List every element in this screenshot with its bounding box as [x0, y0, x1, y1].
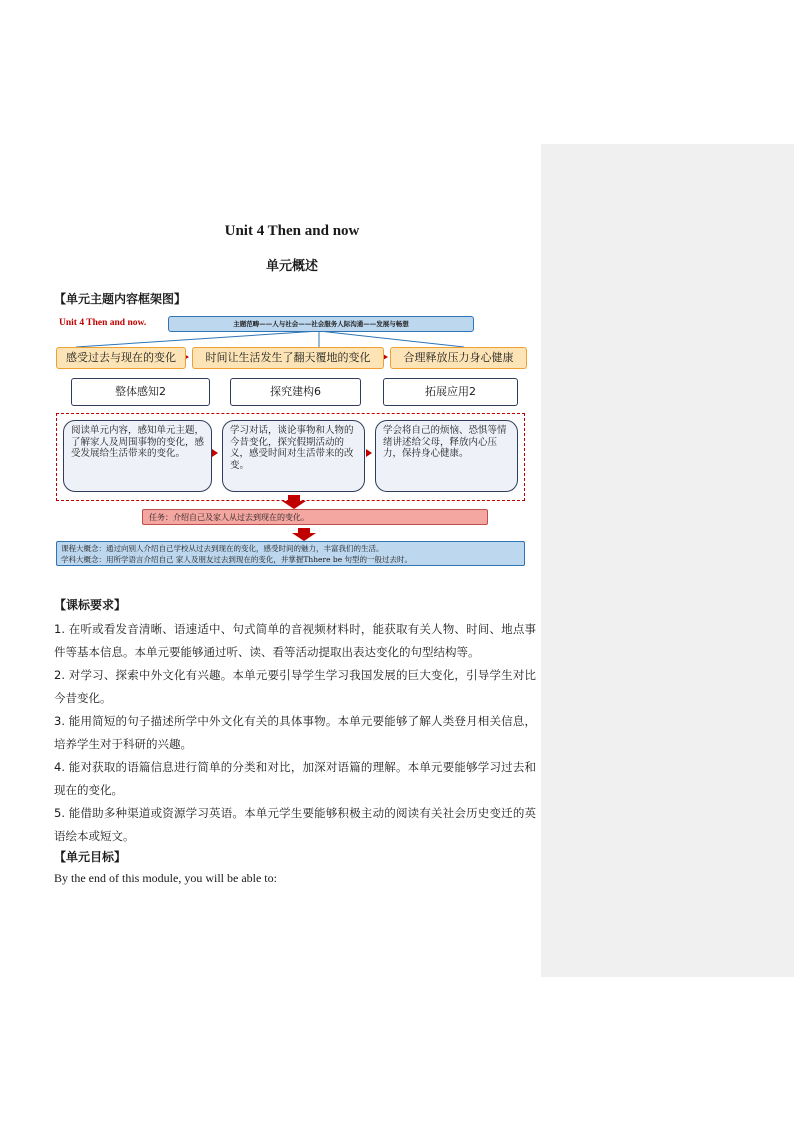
- diagram-unit-label: Unit 4 Then and now.: [59, 318, 147, 328]
- connector-topic-1: [76, 331, 319, 347]
- diagram-content-1: 阅读单元内容，感知单元主题，了解家人及周围事物的变化，感受发展给生活带来的变化。: [63, 420, 212, 492]
- diagram-concept-subject: 学科大概念：用所学语言介绍自己 家人及朋友过去到现在的变化，并掌握Thhere be 句型的一般过去时。: [61, 555, 413, 564]
- diagram-theme-bar: 主题范畴——人与社会——社会服务人际沟通——发展与畅想: [168, 316, 474, 332]
- diagram-content-2: 学习对话，谈论事物和人物的今昔变化，探究假期活动的义，感受时间对生活带来的改变。: [222, 420, 365, 492]
- document-title: Unit 4 Then and now: [224, 223, 360, 239]
- requirement-item: 5. 能借助多种渠道或资源学习英语。本单元学生要能够积极主动的阅读有关社会历史变迁的英语绘本或短文。: [54, 806, 536, 843]
- section-heading-curriculum: 【课标要求】: [54, 598, 127, 612]
- diagram-stage-2: 探究建构6: [230, 378, 361, 406]
- diagram-content-3: 学会将自己的烦恼、恐惧等情绪讲述给父母，释放内心压力，保持身心健康。: [375, 420, 518, 492]
- requirement-item: 2. 对学习、探索中外文化有兴趣。本单元要引导学生学习我国发展的巨大变化，引导学生对比今昔变化。: [54, 668, 536, 705]
- diagram-stage-1: 整体感知2: [71, 378, 210, 406]
- framework-diagram: [54, 313, 529, 578]
- diagram-stage-3: 拓展应用2: [383, 378, 518, 406]
- diagram-concept-box: [56, 541, 525, 566]
- section-heading-framework: 【单元主题内容框架图】: [54, 292, 187, 306]
- objectives-intro: By the end of this module, you will be able to:: [54, 871, 277, 885]
- requirement-item: 4. 能对获取的语篇信息进行简单的分类和对比，加深对语篇的理解。本单元要能够学习过去和现在的变化。: [54, 760, 536, 797]
- document-subtitle: 单元概述: [265, 259, 318, 274]
- diagram-concept-course: 课程大概念：通过向别人介绍自己学校从过去到现在的变化，感受时间的魅力，丰富我们的生活。: [61, 544, 384, 553]
- requirement-item: 3. 能用简短的句子描述所学中外文化有关的具体事物。本单元要能够了解人类登月相关信息，培养学生对于科研的兴趣。: [54, 714, 536, 751]
- diagram-task-bar: 任务：介绍自己及家人从过去到现在的变化。: [142, 509, 488, 525]
- diagram-topic-2: 时间让生活发生了翻天覆地的变化: [192, 347, 384, 369]
- diagram-topic-3: 合理释放压力身心健康: [390, 347, 527, 369]
- connector-topic-3: [319, 331, 464, 347]
- requirements-list: [54, 618, 536, 848]
- arrow-down-concept: [292, 528, 316, 541]
- requirement-item: 1. 在听或看发音清晰、语速适中、句式简单的音视频材料时，能获取有关人物、时间、地点事件等基本信息。本单元要能够通过听、读、看等活动提取出表达变化的句型结构等。: [54, 622, 536, 659]
- section-heading-objectives: 【单元目标】: [54, 850, 127, 864]
- diagram-topic-1: 感受过去与现在的变化: [56, 347, 186, 369]
